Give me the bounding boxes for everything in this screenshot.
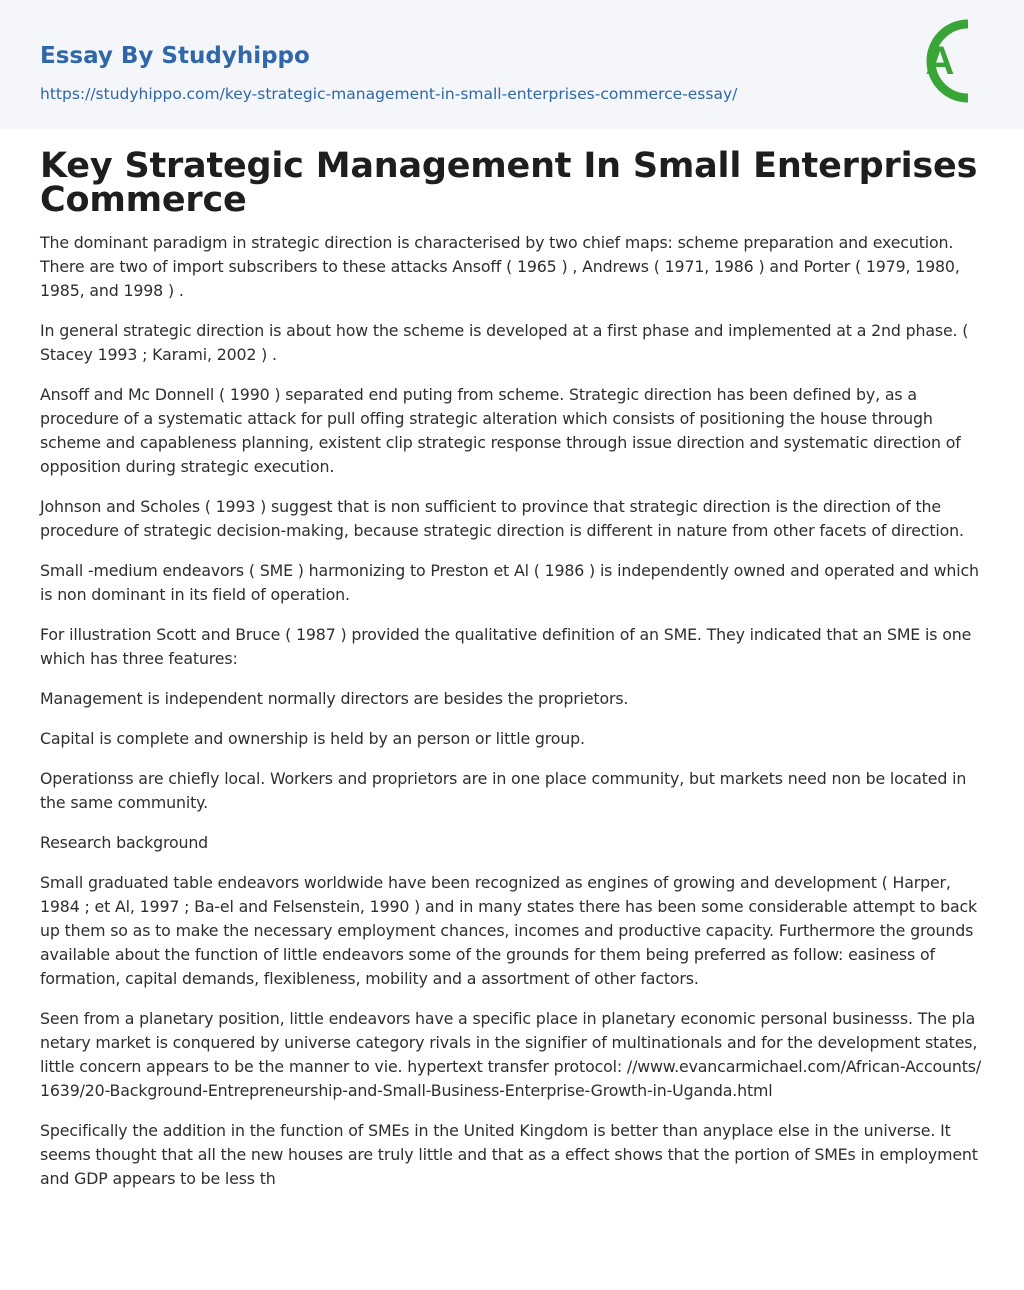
list-item: Management is independent normally directors are besides the proprietors. (40, 689, 629, 708)
list-item: Operationss are chiefly local. Workers and proprietors are in one place community, but markets need non be located in the same community. (40, 769, 967, 812)
paragraph: The dominant paradigm in strategic direction is characterised by two chief maps: scheme preparation and execution. There are two of import subscribers to these attacks Ansoff ( 1965 ) , Andrews ( 1971, 1986 ) and Porter ( 1979, 1980, 1985, and 1998 ) . (40, 233, 960, 300)
list-item: Capital is complete and ownership is held by an person or little group. (40, 729, 585, 748)
article-body (0, 146, 1024, 1191)
paragraph: In general strategic direction is about how the scheme is developed at a first phase and implemented at a 2nd phase. ( Stacey 1993 ; Karami, 2002 ) . (40, 321, 969, 364)
site-header (0, 0, 1024, 129)
paragraph: Seen from a planetary position, little endeavors have a specific place in planetary economic personal businesss. The planetary market is conquered by universe category rivals in the signifier of multinationals and for the development states, little concern appears to be the manner to vie. hypertext transfer protocol: //www.evancarmichael.com/African-Accounts/1639/20-Background-Entrepreneurship-and-Small-Business-Enterprise-Growth-in-Uganda.html (40, 1009, 982, 1100)
page-title: Key Strategic Management In Small Enterprises Commerce (40, 146, 978, 220)
essay-url-link[interactable]: https://studyhippo.com/key-strategic-management-in-small-enterprises-commerce-essay/ (40, 85, 738, 103)
paragraph: Ansoff and Mc Donnell ( 1990 ) separated end puting from scheme. Strategic direction has been defined by, as a procedure of a systematic attack for pull offing strategic alteration which consists of positioning the house through scheme and capableness planning, existent clip strategic response through issue direction and systematic direction of opposition during strategic execution. (40, 385, 961, 476)
studyhippo-logo-icon[interactable] (906, 16, 990, 108)
site-title[interactable]: Essay By Studyhippo (40, 43, 310, 69)
section-heading: Research background (40, 833, 209, 852)
logo-letter: A (925, 39, 955, 83)
paragraph: Small graduated table endeavors worldwide have been recognized as engines of growing and development ( Harper, 1984 ; et Al, 1997 ; Ba-el and Felsenstein, 1990 ) and in many states there has been some considerable attempt to back up them so as to make the necessary employment chances, incomes and productive capacity. Furthermore the grounds available about the function of little endeavors some of the grounds for them being preferred as follow: easiness of formation, capital demands, flexibleness, mobility and a assortment of other factors. (40, 873, 978, 988)
paragraph: Small -medium endeavors ( SME ) harmonizing to Preston et Al ( 1986 ) is independently owned and operated and which is non dominant in its field of operation. (40, 561, 979, 604)
paragraph: Specifically the addition in the function of SMEs in the United Kingdom is better than anyplace else in the universe. It seems thought that all the new houses are truly little and that as a effect shows that the portion of SMEs in employment and GDP appears to be less th (40, 1121, 978, 1188)
paragraph: For illustration Scott and Bruce ( 1987 ) provided the qualitative definition of an SME. They indicated that an SME is one which has three features: (40, 625, 972, 668)
paragraph: Johnson and Scholes ( 1993 ) suggest that is non sufficient to province that strategic direction is the direction of the procedure of strategic decision-making, because strategic direction is different in nature from other facets of direction. (40, 497, 964, 540)
